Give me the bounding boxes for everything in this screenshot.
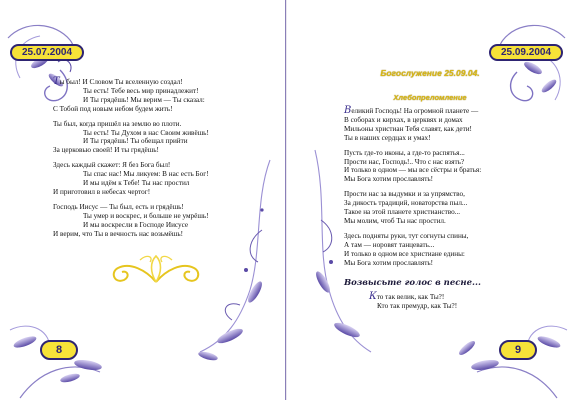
poem-line: [344, 125, 554, 134]
poem-line: [344, 134, 554, 143]
date-badge: 25.09.2004: [489, 44, 563, 61]
poem-line: [53, 96, 273, 105]
poem-line: [344, 217, 554, 226]
line-text: С Тобой под новым небом будем жить!: [53, 104, 173, 113]
service-subtitle: Хлебопреломление: [393, 93, 467, 102]
line-text: Ты в наших сердцах и умах!: [344, 133, 431, 142]
line-text: Здесь подняты руки, тут согнуты спины,: [344, 231, 469, 240]
poem-line: [344, 158, 554, 167]
poem-line: [344, 232, 554, 241]
right-page: [287, 0, 573, 400]
page-number: 8: [40, 340, 78, 360]
line-text: ы был! И Словом Ты вселенную создал!: [59, 78, 183, 86]
date-badge: 25.07.2004: [10, 44, 84, 61]
poem-line: [369, 293, 457, 302]
gold-ornament: [110, 250, 202, 290]
poem-line: [344, 241, 554, 250]
hymn-text: [369, 293, 457, 311]
poem-text: [53, 78, 273, 245]
line-text: то так велик, как Ты?!: [376, 293, 445, 301]
poem-line: [344, 166, 554, 175]
poem-line: [344, 190, 554, 199]
line-text: И приготовил в небесах чертог!: [53, 187, 151, 196]
line-text: И только в одном все христиане едины:: [344, 249, 465, 258]
stanza: [344, 190, 554, 226]
hymn-title: Возвысьте голос в песне...: [344, 278, 481, 288]
stanza: [53, 161, 273, 197]
line-text: Кто так премудр, как Ты?!: [377, 301, 458, 310]
poem-line: [53, 170, 273, 179]
poem-line: [53, 105, 273, 114]
line-text: Мильоны христиан Тебя славят, как дети!: [344, 124, 472, 133]
drop-cap: К: [369, 291, 377, 302]
poem-line: [53, 120, 273, 129]
line-text: Ты есть! Тебе весь мир принадлежит!: [83, 86, 199, 95]
poem-line: [344, 149, 554, 158]
line-text: Господь Иисус — Ты был, есть и грядёшь!: [53, 202, 184, 211]
poem-line: [53, 87, 273, 96]
drop-cap: Т: [53, 76, 60, 87]
line-text: И только в одном — мы все сёстры и братья:: [344, 166, 482, 175]
line-text: Мы Бога хотим прославлять!: [344, 175, 434, 184]
poem-line: [53, 129, 273, 138]
stanza: [53, 78, 273, 114]
poem-line: [344, 107, 554, 116]
poem-line: [344, 175, 554, 184]
line-text: Прости нас, Господь!.. Что с нас взять?: [344, 157, 465, 166]
drop-cap: В: [344, 105, 352, 116]
poem-line: [53, 203, 273, 212]
poem-line: [344, 259, 554, 268]
line-text: А там — норовят танцевать...: [344, 240, 435, 249]
stanza: [344, 149, 554, 185]
poem-line: [53, 146, 273, 155]
line-text: И Ты грядёшь! Ты обещал прийти: [83, 137, 188, 146]
stanza: [53, 120, 273, 156]
line-text: Ты спас нас! Мы ликуем: В нас есть Бог!: [83, 170, 209, 179]
poem-line: [344, 199, 554, 208]
line-text: Прости нас за выдумки и за упрямство,: [344, 190, 465, 199]
poem-line: [344, 116, 554, 125]
line-text: Пусть где-то иконы, а где-то распятья...: [344, 148, 465, 157]
line-text: И мы идём к Тебе! Ты нас простил: [83, 179, 190, 188]
line-text: За дикость традиций, новаторства пыл...: [344, 199, 468, 208]
poem-line: [344, 208, 554, 217]
poem-line: [53, 137, 273, 146]
line-text: Ты умер и воскрес, и больше не умрёшь!: [83, 211, 209, 220]
poem-text: [344, 107, 554, 274]
poem-line: [53, 179, 273, 188]
line-text: И Ты грядёшь! Мы верим — Ты сказал:: [83, 95, 205, 104]
line-text: Ты был, когда пришёл на землю во плоти.: [53, 119, 182, 128]
stanza: [344, 232, 554, 268]
line-text: Такое на этой планете христианство...: [344, 208, 461, 217]
line-text: Мы Бога хотим прославлять!: [344, 258, 434, 267]
poem-line: [344, 250, 554, 259]
left-page: [0, 0, 286, 400]
line-text: В соборах и кирхах, в церквях и домах: [344, 115, 463, 124]
poem-line: [53, 230, 273, 239]
stanza: [53, 203, 273, 239]
line-text: Мы молим, чтоб Ты нас простил.: [344, 216, 446, 225]
line-text: И верим, что Ты в вечность нас возьмёшь!: [53, 229, 184, 238]
poem-line: [369, 302, 457, 311]
line-text: Здесь каждый скажет: Я без Бога был!: [53, 161, 171, 170]
poem-line: [53, 221, 273, 230]
line-text: За церковью своей! И ты грядёшь!: [53, 146, 159, 155]
line-text: И мы воскресли в Господе Иисусе: [83, 220, 189, 229]
stanza: [344, 107, 554, 143]
poem-line: [53, 212, 273, 221]
poem-line: [53, 188, 273, 197]
line-text: еликий Господь! На огромной планете —: [351, 107, 479, 115]
poem-line: [53, 161, 273, 170]
page-number: 9: [499, 340, 537, 360]
line-text: Ты есть! Ты Духом в нас Своим живёшь!: [83, 128, 209, 137]
poem-line: [53, 78, 273, 87]
service-title: Богослужение 25.09.04.: [380, 68, 480, 78]
